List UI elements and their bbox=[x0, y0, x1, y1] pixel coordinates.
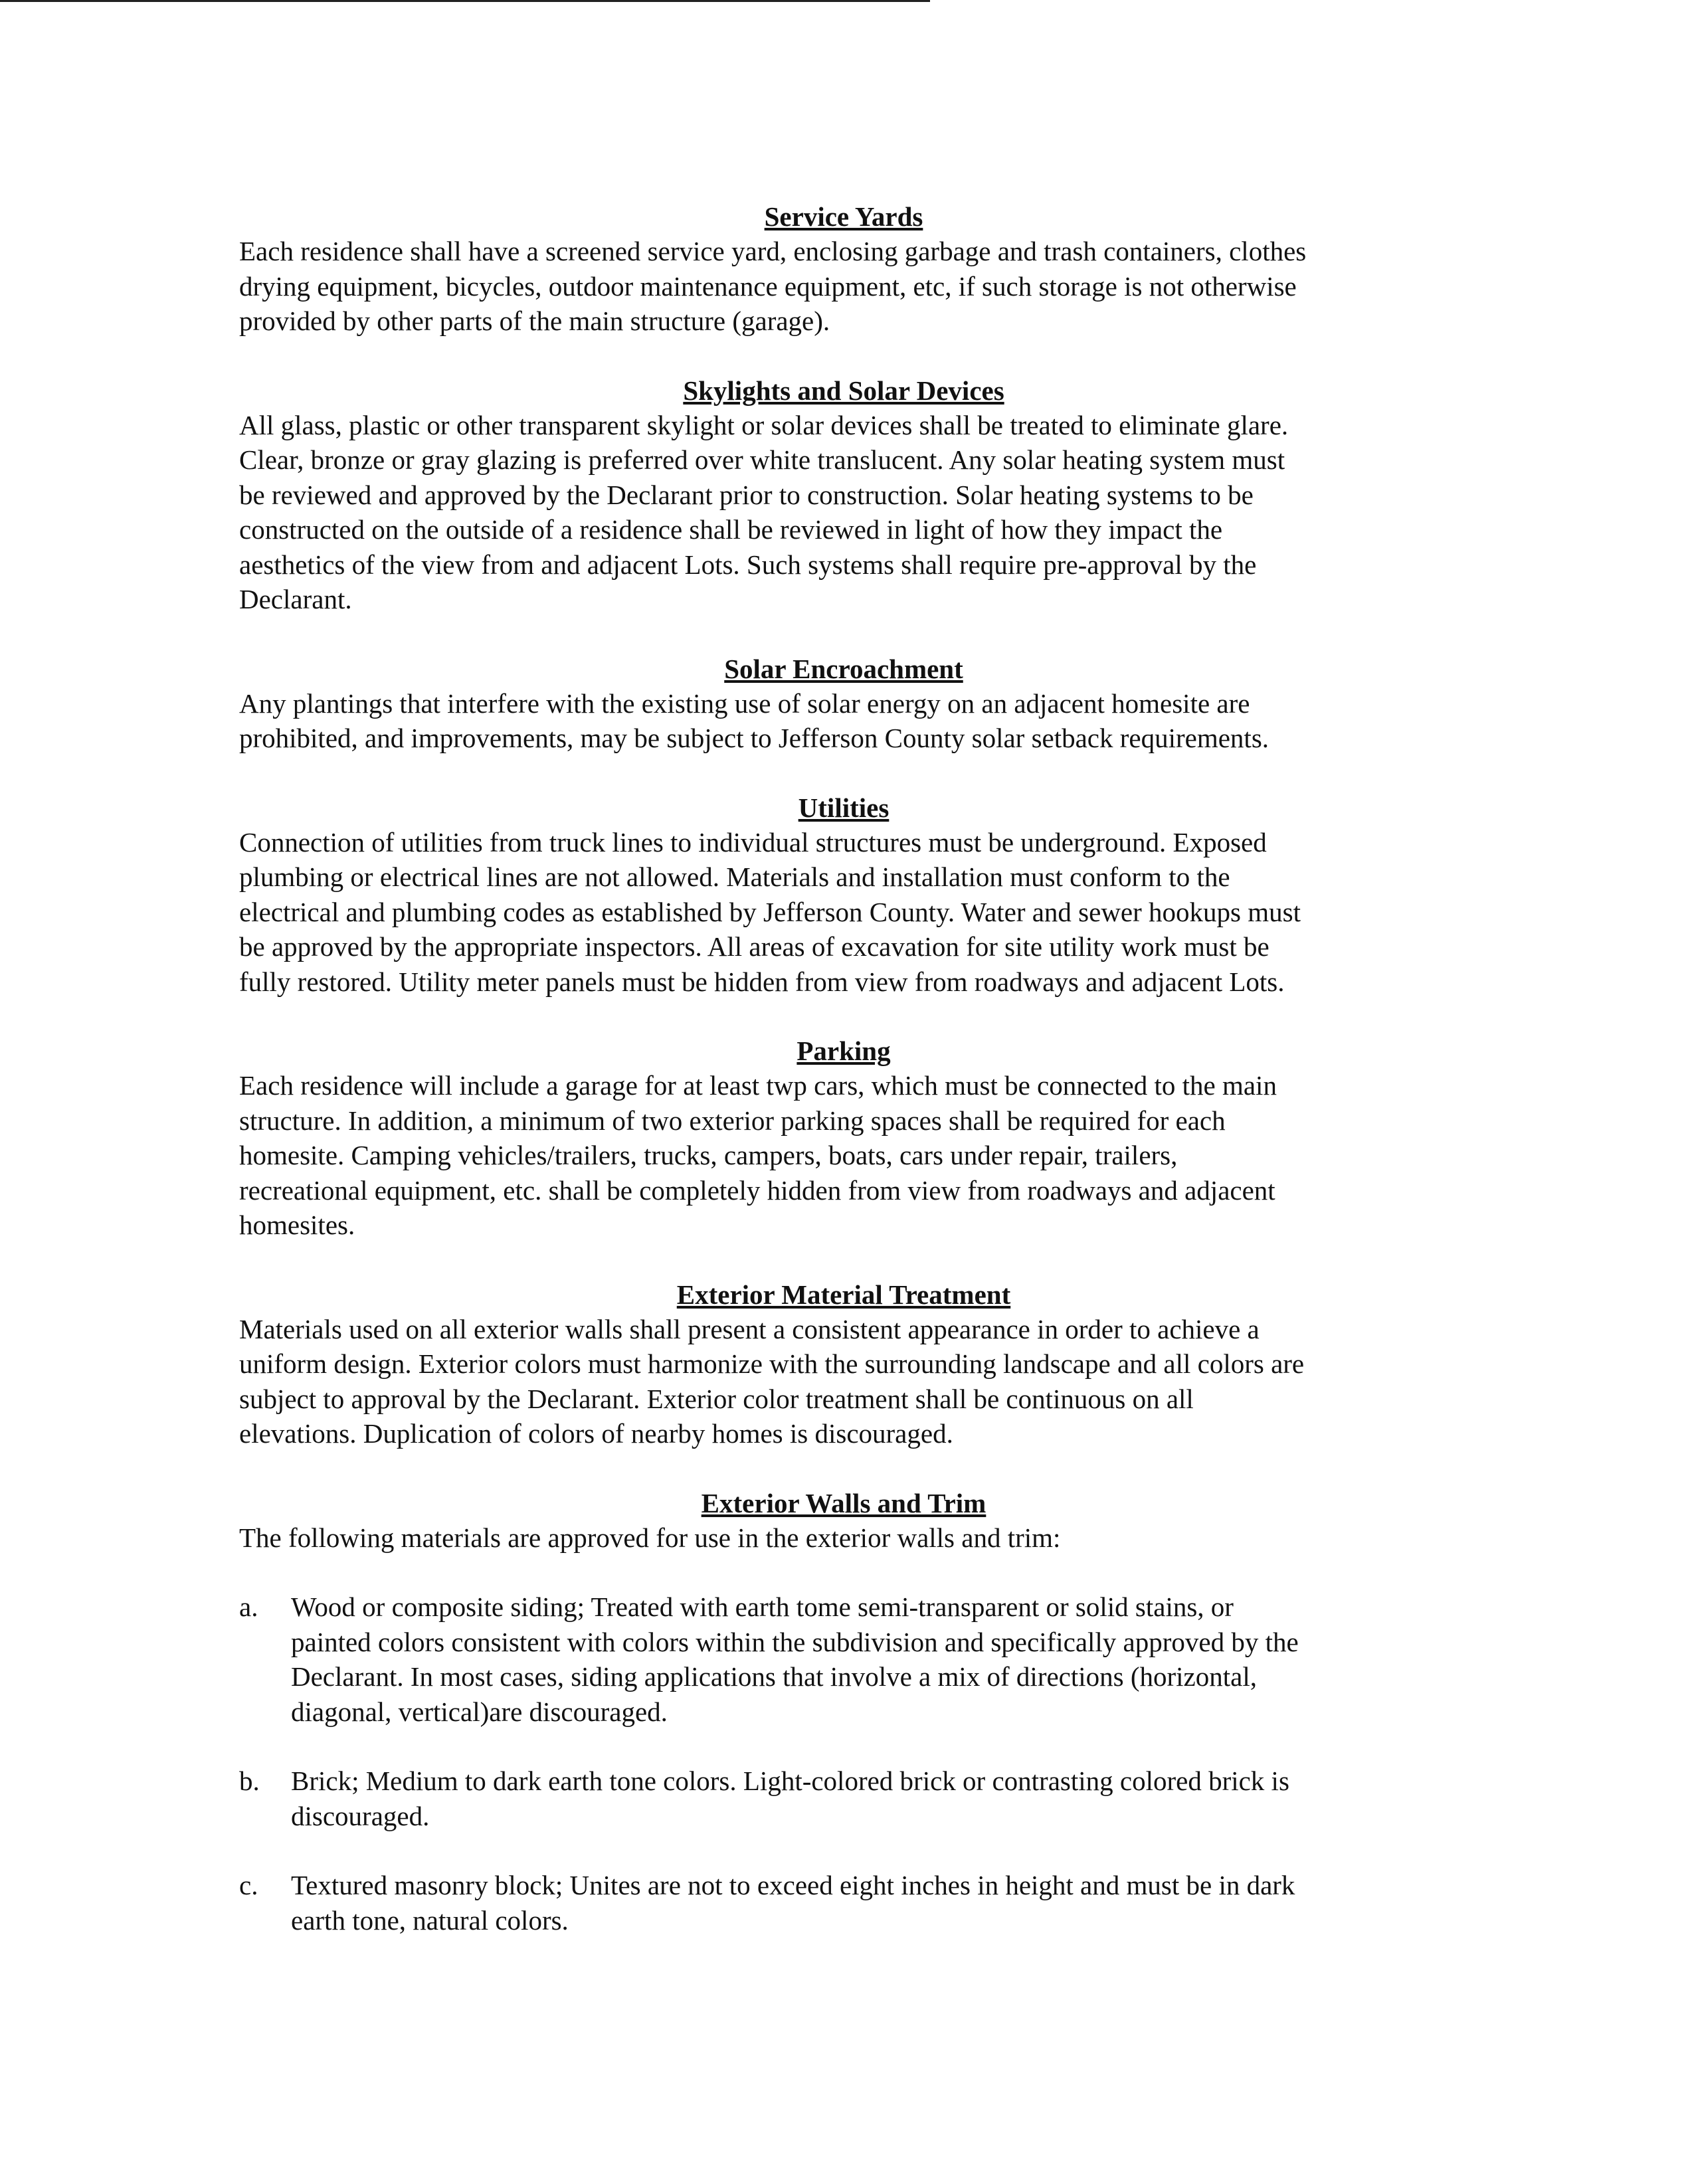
section-body: Each residence will include a garage for at least twp cars, which must be connected to the main structure. In addition, a minimum of two exterior parking spaces shall be required for each homesite. Camping vehicles/trailers, trucks, campers, boats, cars under repair, trailers, recreational equipment, etc. shall be completely hidden from view from roadways and adjacent homesites. bbox=[239, 1070, 1277, 1240]
section-heading: Skylights and Solar Devices bbox=[683, 375, 1004, 406]
section-parking bbox=[239, 1034, 1448, 1243]
list-text: Textured masonry block; Unites are not to exceed eight inches in height and must be in dark earth tone, natural colors. bbox=[291, 1870, 1295, 1936]
section-solar-encroachment bbox=[239, 652, 1448, 756]
document-page bbox=[239, 199, 1448, 1938]
spacer bbox=[239, 999, 1448, 1034]
section-body: Connection of utilities from truck lines to individual structures must be underground. Exposed plumbing or electrical lines are not allowed. Materials and installation must conform to the electrical and plumbing codes as established by Jefferson County. Water and sewer hookups must be approved by the appropriate inspectors. All areas of excavation for site utility work must be fully restored. Utility meter panels must be hidden from view from roadways and adjacent Lots. bbox=[239, 826, 1301, 997]
spacer bbox=[239, 1833, 1448, 1868]
page-top-edge bbox=[0, 0, 930, 2]
spacer bbox=[239, 1555, 1448, 1590]
spacer bbox=[239, 1729, 1448, 1764]
list-marker: b. bbox=[239, 1766, 260, 1796]
list-marker: a. bbox=[239, 1592, 258, 1622]
section-heading: Utilities bbox=[798, 792, 890, 823]
section-exterior-walls bbox=[239, 1486, 1448, 1938]
section-body: Materials used on all exterior walls shall present a consistent appearance in order to achieve a uniform design. Exterior colors must harmonize with the surrounding landscape and all colors are subject to approval by the Declarant. Exterior color treatment shall be continuous on all elevations. Duplication of colors of nearby homes is discouraged. bbox=[239, 1313, 1305, 1449]
section-body: Each residence shall have a screened service yard, enclosing garbage and trash containers, clothes drying equipment, bicycles, outdoor maintenance equipment, etc, if such storage is not otherwise provided by other parts of the main structure (garage). bbox=[239, 236, 1307, 336]
section-heading: Exterior Walls and Trim bbox=[701, 1487, 986, 1518]
spacer bbox=[239, 339, 1448, 373]
list-item bbox=[239, 1764, 1448, 1833]
section-exterior-material bbox=[239, 1277, 1448, 1451]
section-service-yards bbox=[239, 199, 1448, 339]
section-heading: Parking bbox=[797, 1036, 891, 1066]
spacer bbox=[239, 756, 1448, 790]
spacer bbox=[239, 1243, 1448, 1277]
spacer bbox=[239, 617, 1448, 652]
section-skylights bbox=[239, 373, 1448, 617]
list-item bbox=[239, 1868, 1448, 1938]
section-heading: Service Yards bbox=[764, 201, 923, 232]
section-heading: Solar Encroachment bbox=[724, 653, 963, 684]
list-text: Brick; Medium to dark earth tone colors. Light-colored brick or contrasting colored brick is discouraged. bbox=[291, 1766, 1289, 1831]
section-intro: The following materials are approved for use in the exterior walls and trim: bbox=[239, 1522, 1061, 1553]
section-body: Any plantings that interfere with the existing use of solar energy on an adjacent homesite are prohibited, and improvements, may be subject to Jefferson County solar setback requirements. bbox=[239, 687, 1269, 753]
list-text: Wood or composite siding; Treated with earth tome semi-transparent or solid stains, or painted colors consistent with colors within the subdivision and specifically approved by the Declarant. In most cases, siding applications that involve a mix of directions (horizontal, diagonal, vertical)are discouraged. bbox=[291, 1592, 1299, 1727]
section-body: All glass, plastic or other transparent skylight or solar devices shall be treated to eliminate glare. Clear, bronze or gray glazing is preferred over white translucent. Any solar heating system must be reviewed and approved by the Declarant prior to construction. Solar heating systems to be constructed on the outside of a residence shall be reviewed in light of how they impact the aesthetics of the view from and adjacent Lots. Such systems shall require pre-approval by the Declarant. bbox=[239, 409, 1289, 614]
section-heading: Exterior Material Treatment bbox=[676, 1279, 1011, 1310]
spacer bbox=[239, 1451, 1448, 1486]
list-item bbox=[239, 1590, 1448, 1729]
list-marker: c. bbox=[239, 1870, 258, 1900]
section-utilities bbox=[239, 790, 1448, 1000]
